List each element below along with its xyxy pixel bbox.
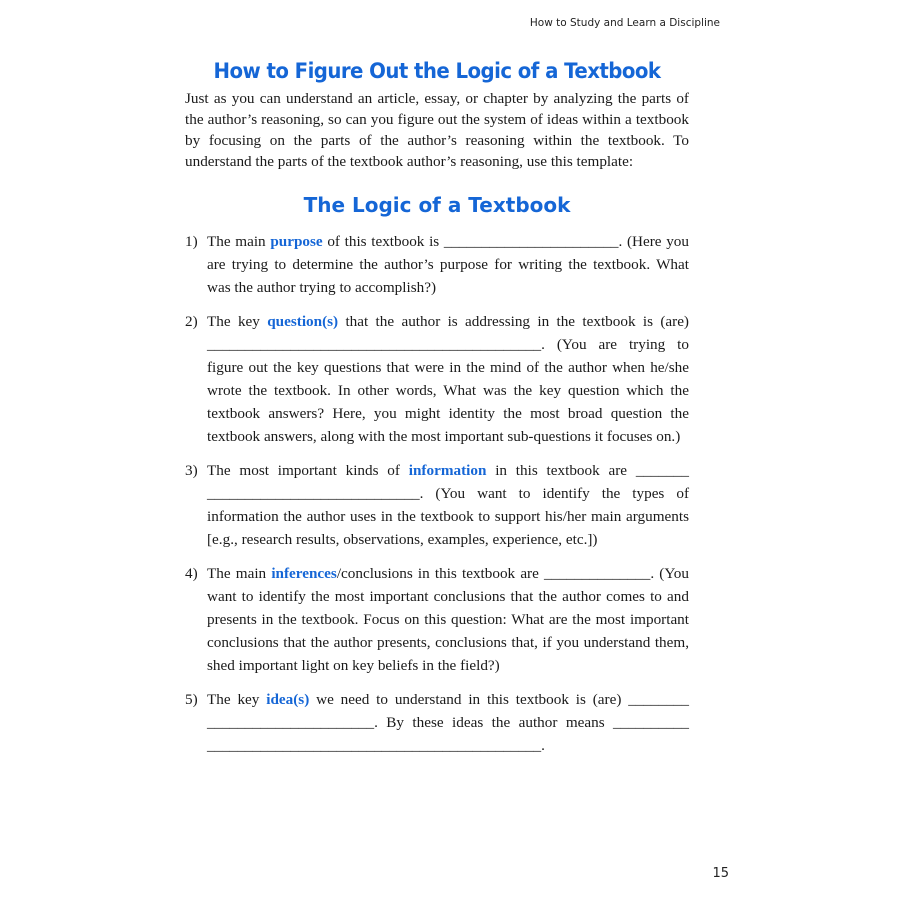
item-text-after: /conclusions in this textbook are ______________. (You want to identify the most important conclusions that the author comes to and presents in the textbook. Focus on this question: What are the most important conclusions that the author presents, conclusions that, if you understand them, shed important light on key beliefs in the field?) <box>207 565 689 674</box>
section-title: How to Figure Out the Logic of a Textbook <box>213 59 661 83</box>
item-keyword: inferences <box>271 565 337 582</box>
page-number: 15 <box>712 866 729 881</box>
item-keyword: purpose <box>270 233 323 250</box>
template-list <box>185 230 689 757</box>
template-item-information <box>185 459 689 551</box>
item-text-after: that the author is addressing in the textbook is (are) ____________________________________________. (You are trying to figure out the key questions that were in the mind of the author when he/she wrote the textbook. In other words, What was the key question which the textbook answers? Here, you might identity the most broad question the textbook answers, along with the most important sub-questions it focuses on.) <box>207 313 689 445</box>
item-number: 3) <box>185 462 198 479</box>
item-number: 2) <box>185 313 198 330</box>
running-header: How to Study and Learn a Discipline <box>529 17 720 29</box>
item-number: 5) <box>185 691 198 708</box>
template-item-ideas <box>185 688 689 757</box>
item-number: 4) <box>185 565 198 582</box>
intro-paragraph: Just as you can understand an article, essay, or chapter by analyzing the parts of the author’s reasoning, so can you figure out the system of ideas within a textbook by focusing on the parts of the author’s reasoning within the textbook. To understand the parts of the textbook author’s reasoning, use this template: <box>185 90 689 170</box>
item-text-after: in this textbook are _______ ____________________________. (You want to identify the types of information the author uses in the textbook to support his/her main arguments [e.g., research results, observations, examples, experience, etc.]) <box>207 462 689 548</box>
template-item-purpose <box>185 230 689 299</box>
item-text-before: The most important kinds of <box>207 462 409 479</box>
item-keyword: idea(s) <box>266 691 310 708</box>
item-number: 1) <box>185 233 198 250</box>
template-item-inferences <box>185 562 689 677</box>
item-text-before: The key <box>207 313 268 330</box>
item-keyword: question(s) <box>267 313 339 330</box>
item-text-after: we need to understand in this textbook is (are) ________ ______________________. By these ideas the author means __________ ____________________________________________. <box>207 691 689 754</box>
item-keyword: information <box>408 462 487 479</box>
item-text-before: The key <box>207 691 267 708</box>
page-content <box>185 54 689 768</box>
item-text-before: The main <box>207 565 272 582</box>
template-item-questions <box>185 310 689 448</box>
item-text-after: of this textbook is _______________________. (Here you are trying to determine the author’s purpose for writing the textbook. What was the author trying to accomplish?) <box>207 233 689 296</box>
item-text-before: The main <box>207 233 271 250</box>
template-title: The Logic of a Textbook <box>303 193 571 217</box>
